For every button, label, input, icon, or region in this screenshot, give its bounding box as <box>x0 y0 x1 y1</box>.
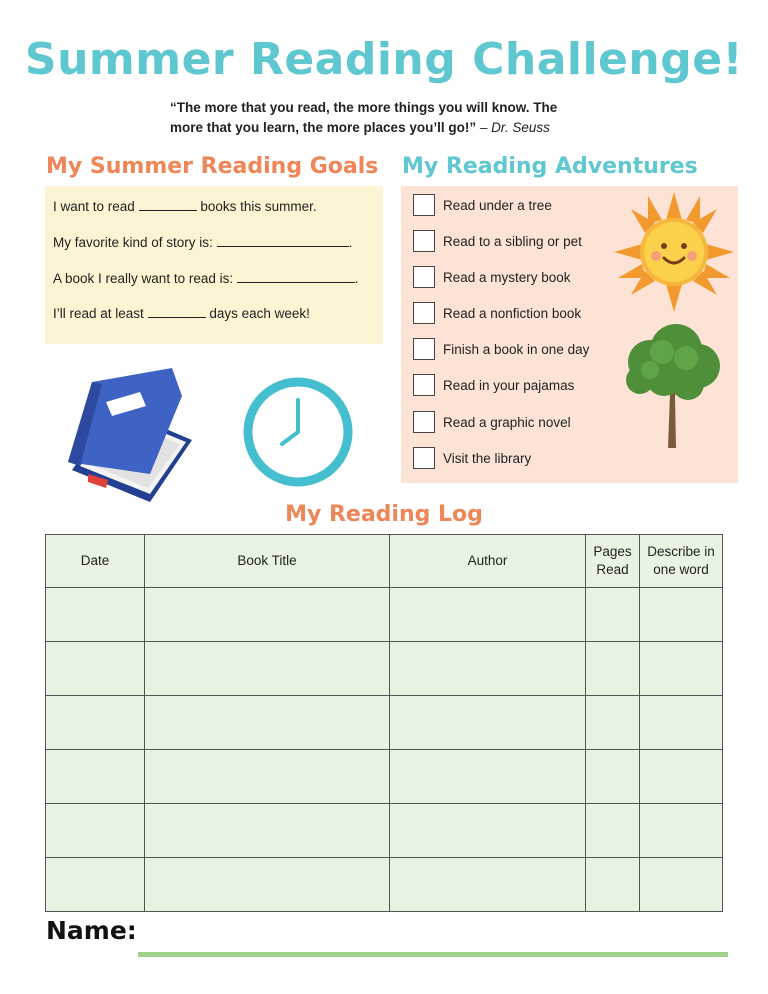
table-cell[interactable] <box>640 696 723 750</box>
goal-text: My favorite kind of story is: <box>53 235 213 250</box>
blank-field[interactable] <box>237 270 355 283</box>
goal-text: I want to read <box>53 199 135 214</box>
table-cell[interactable] <box>145 858 390 912</box>
page-title: Summer Reading Challenge! <box>24 34 744 85</box>
column-header-book-title: Book Title <box>145 535 390 588</box>
table-row <box>46 696 723 750</box>
table-cell[interactable] <box>586 642 640 696</box>
adventure-item <box>413 447 531 469</box>
table-cell[interactable] <box>390 858 586 912</box>
blank-field[interactable] <box>148 305 206 318</box>
adventure-label: Read a mystery book <box>443 269 571 285</box>
table-cell[interactable] <box>145 696 390 750</box>
table-cell[interactable] <box>640 588 723 642</box>
table-cell[interactable] <box>145 588 390 642</box>
table-cell[interactable] <box>640 804 723 858</box>
blank-field[interactable] <box>217 234 349 247</box>
table-row <box>46 858 723 912</box>
reading-log-table <box>45 534 723 912</box>
column-header-date: Date <box>46 535 145 588</box>
adventure-label: Read a graphic novel <box>443 414 571 430</box>
checkbox[interactable] <box>413 266 435 288</box>
adventure-label: Read to a sibling or pet <box>443 233 582 249</box>
adventure-item <box>413 302 581 324</box>
table-cell[interactable] <box>390 642 586 696</box>
quote-author: – Dr. Seuss <box>476 120 550 135</box>
table-cell[interactable] <box>640 750 723 804</box>
table-cell[interactable] <box>390 588 586 642</box>
table-cell[interactable] <box>46 804 145 858</box>
goal-text: A book I really want to read is: <box>53 271 234 286</box>
tree-icon <box>620 322 724 450</box>
goal-line-book <box>53 270 359 286</box>
table-cell[interactable] <box>586 588 640 642</box>
goal-text: I’ll read at least <box>53 306 144 321</box>
table-cell[interactable] <box>46 588 145 642</box>
goal-line-books <box>53 198 317 214</box>
table-cell[interactable] <box>390 696 586 750</box>
goal-text: days each week! <box>209 306 310 321</box>
goal-line-story <box>53 234 352 250</box>
clock-icon <box>242 376 354 488</box>
adventure-label: Read in your pajamas <box>443 377 575 393</box>
table-cell[interactable] <box>145 804 390 858</box>
column-header-author: Author <box>390 535 586 588</box>
table-cell[interactable] <box>640 642 723 696</box>
name-field[interactable] <box>138 952 728 957</box>
adventure-label: Finish a book in one day <box>443 341 590 357</box>
table-row <box>46 642 723 696</box>
table-cell[interactable] <box>640 858 723 912</box>
table-cell[interactable] <box>46 642 145 696</box>
blank-field[interactable] <box>139 198 197 211</box>
goals-heading: My Summer Reading Goals <box>46 154 379 179</box>
table-cell[interactable] <box>586 858 640 912</box>
table-cell[interactable] <box>46 858 145 912</box>
checkbox[interactable] <box>413 374 435 396</box>
checkbox[interactable] <box>413 411 435 433</box>
column-header-describe: Describe in one word <box>640 535 723 588</box>
adventure-item <box>413 374 574 396</box>
table-cell[interactable] <box>46 696 145 750</box>
sun-icon <box>612 190 736 314</box>
book-icon <box>62 362 198 506</box>
adventure-item <box>413 194 552 216</box>
table-cell[interactable] <box>390 750 586 804</box>
goal-text: books this summer. <box>200 199 317 214</box>
quote-text: “The more that you read, the more things you will know. The more that you learn, the more places you’ll go!” <box>170 100 558 135</box>
goals-panel <box>45 186 383 344</box>
table-cell[interactable] <box>145 750 390 804</box>
adventure-label: Read a nonfiction book <box>443 305 582 321</box>
table-cell[interactable] <box>46 750 145 804</box>
quote <box>170 98 590 138</box>
table-row <box>46 588 723 642</box>
log-heading: My Reading Log <box>285 502 483 527</box>
table-row <box>46 750 723 804</box>
table-cell[interactable] <box>145 642 390 696</box>
checkbox[interactable] <box>413 194 435 216</box>
adventure-item <box>413 230 582 252</box>
checkbox[interactable] <box>413 338 435 360</box>
checkbox[interactable] <box>413 230 435 252</box>
adventure-item <box>413 411 571 433</box>
checkbox[interactable] <box>413 447 435 469</box>
table-cell[interactable] <box>390 804 586 858</box>
adventures-heading: My Reading Adventures <box>402 154 698 179</box>
adventure-item <box>413 338 589 360</box>
table-cell[interactable] <box>586 804 640 858</box>
goal-text: . <box>354 271 359 286</box>
goal-line-days <box>53 305 310 321</box>
adventure-label: Read under a tree <box>443 197 552 213</box>
adventure-item <box>413 266 571 288</box>
table-header-row <box>46 535 723 588</box>
table-cell[interactable] <box>586 696 640 750</box>
table-cell[interactable] <box>586 750 640 804</box>
table-row <box>46 804 723 858</box>
column-header-pages-read: Pages Read <box>586 535 640 588</box>
goal-text: . <box>348 235 353 250</box>
adventure-label: Visit the library <box>443 450 532 466</box>
name-label: Name: <box>46 916 137 945</box>
checkbox[interactable] <box>413 302 435 324</box>
